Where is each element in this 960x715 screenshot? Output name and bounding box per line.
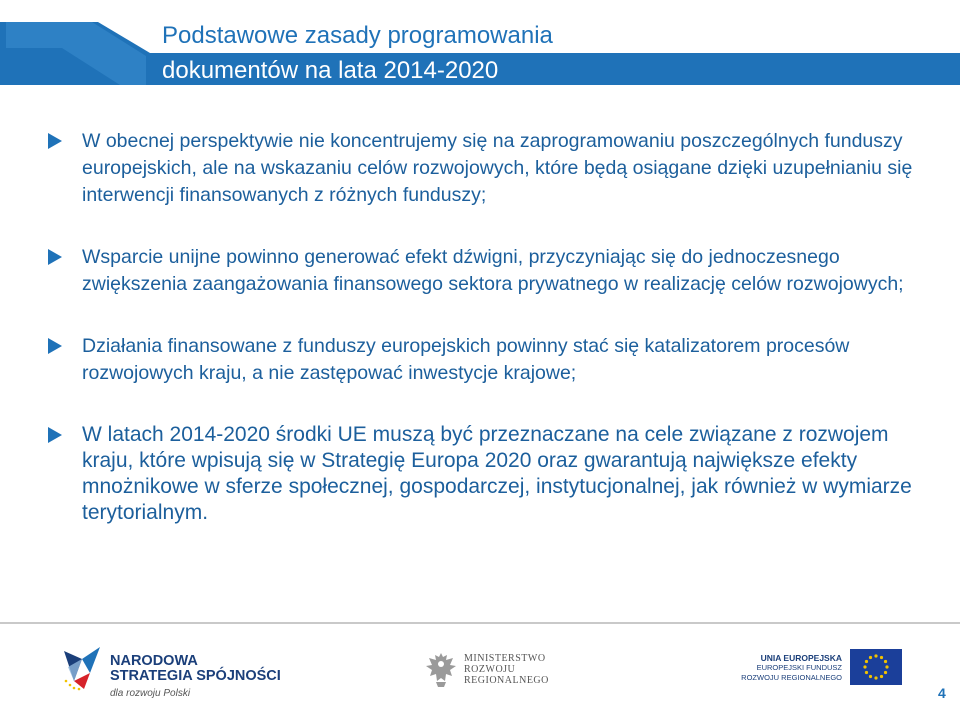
bullet-text: W obecnej perspektywie nie koncentrujemy się na zaprogramowaniu poszczególnych funduszy europejskich, ale na wskazaniu celów rozwojowych, które będą osiągane dzięki uzupełnianiu się interwencji finansowanych z różnych funduszy; [82,130,913,206]
eu-star-icon [865,660,868,663]
bullet-text: W latach 2014-2020 środki UE muszą być przeznaczane na cele związane z rozwojem kraju, które wpisują się w Strategię Europa 2020 oraz gwarantują największe efekty mnożnikowe w sferze społecznej, gospodarczej, instytucjonalnej, jak również w wymiarze terytorialnym. [82,423,912,524]
bullet-item [48,244,938,298]
eu-star-icon [884,660,887,663]
ministry-line2: ROZWOJU [464,664,516,675]
page-title-line1: Podstawowe zasady programowania [162,22,553,49]
bullet-text: Wsparcie unijne powinno generować efekt dźwigni, przyczyniając się do jednoczesnego zwiększenia zaangażowania finansowego sektora prywatnego w realizację celów rozwojowych; [82,246,904,295]
bullet-text: Działania finansowane z funduszy europejskich powinny stać się katalizatorem procesów rozwojowych kraju, a nie zastępować inwestycje krajowe; [82,335,850,384]
eu-logo-text [740,653,842,683]
eu-star-icon [880,656,883,659]
eu-star-icon [874,676,877,679]
bullet-arrow-icon [48,427,62,443]
footer-divider [0,622,960,624]
nss-star-logo-icon [60,641,106,691]
bullet-item [48,128,938,209]
eu-star-icon [885,665,888,668]
page-title-line2: dokumentów na lata 2014-2020 [162,57,499,84]
bullet-list [48,128,938,526]
eu-star-icon [869,675,872,678]
eu-star-icon [865,671,868,674]
eu-star-icon [874,654,877,657]
ministry-line1: MINISTERSTWO [464,653,546,664]
nss-logo-line1: NARODOWA [110,653,198,669]
nss-logo-line2: STRATEGIA SPÓJNOŚCI [110,668,281,684]
bullet-arrow-icon [48,133,62,149]
eu-star-icon [869,656,872,659]
bullet-arrow-icon [48,338,62,354]
eu-line2: EUROPEJSKI FUNDUSZ [756,663,842,672]
eagle-emblem-icon [424,649,458,689]
bullet-item [48,333,938,387]
nss-logo-line3: dla rozwoju Polski [110,688,191,699]
bullet-item [48,422,938,526]
ministry-line3: REGIONALNEGO [464,675,549,686]
eu-line3: ROZWOJU REGIONALNEGO [741,673,842,682]
bullet-arrow-icon [48,249,62,265]
eu-star-icon [884,671,887,674]
nss-logo-text [110,654,281,701]
eu-star-icon [863,665,866,668]
ministry-logo-text [464,653,549,686]
page-number: 4 [938,685,946,701]
eu-line1: UNIA EUROPEJSKA [760,653,842,663]
eu-star-icon [880,675,883,678]
eu-flag-icon [850,649,902,685]
